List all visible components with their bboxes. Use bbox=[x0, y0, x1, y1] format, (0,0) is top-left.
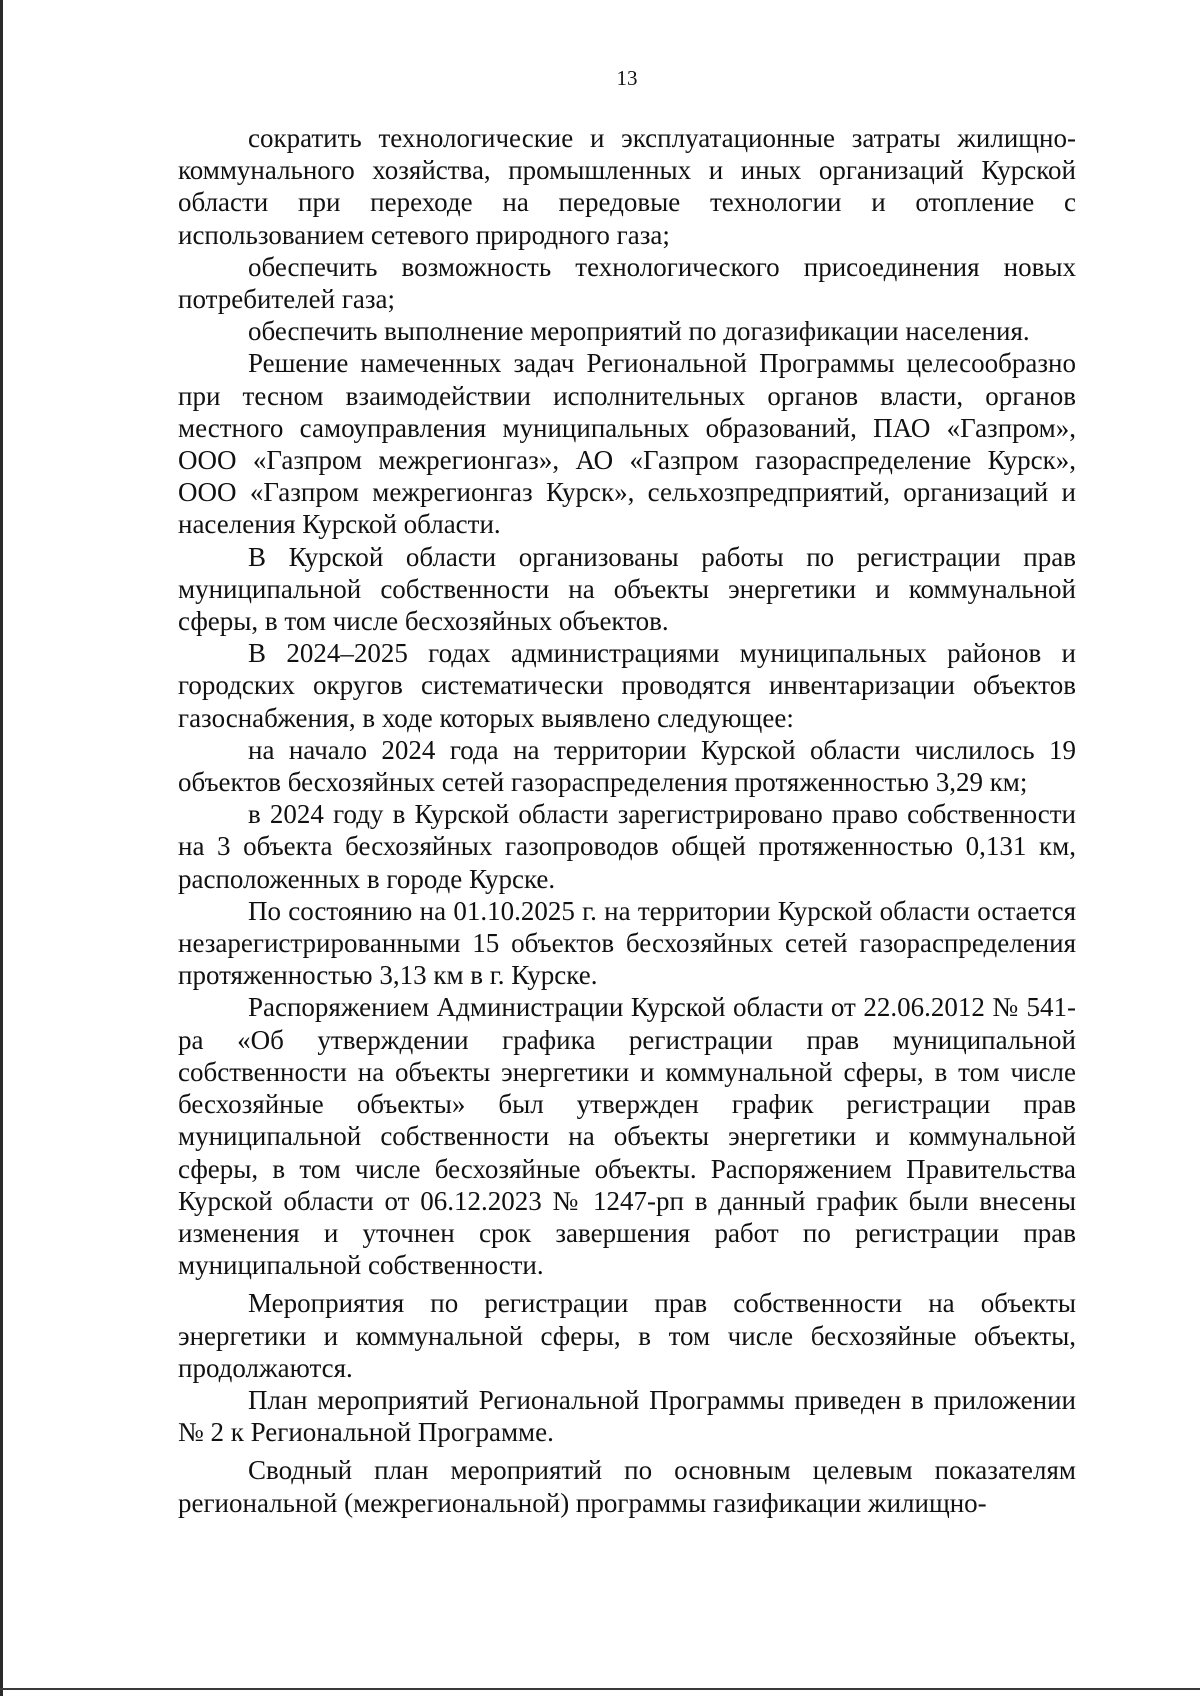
paragraph-10: Распоряжением Администрации Курской области от 22.06.2012 № 541-ра «Об утверждении графика регистрации прав муниципальной собственности на объекты энергетики и коммунальной сферы, в том числе бесхозяйные объекты» был утвержден график регистрации прав муниципальной собственности на объекты энергетики и коммунальной сферы, в том числе бесхозяйные объекты. Распоряжением Правительства Курской области от 06.12.2023 № 1247-рп в данный график были внесены изменения и уточнен срок завершения работ по регистрации прав муниципальной собственности. bbox=[178, 992, 1076, 1281]
paragraph-11: Мероприятия по регистрации прав собственности на объекты энергетики и коммунальной сферы, в том числе бесхозяйные объекты, продолжаются. bbox=[178, 1288, 1076, 1383]
paragraph-4: Решение намеченных задач Региональной Программы целесообразно при тесном взаимодействии исполнительных органов власти, органов местного самоуправления муниципальных образований, ПАО «Газпром», ООО «Газпром межрегионгаз», АО «Газпром газораспределение Курск», ООО «Газпром межрегионгаз Курск», сельхозпредприятий, организаций и населения Курской области. bbox=[178, 348, 1076, 540]
paragraph-13: Сводный план мероприятий по основным целевым показателям региональной (межрегиональной) программы газификации жилищно- bbox=[178, 1455, 1076, 1518]
page-number: 13 bbox=[616, 66, 638, 90]
document-body bbox=[178, 122, 1076, 1519]
paragraph-9: По состоянию на 01.10.2025 г. на территории Курской области остается незарегистрированными 15 объектов бесхозяйных сетей газораспределения протяженностью 3,13 км в г. Курске. bbox=[178, 895, 1076, 991]
paragraph-12: План мероприятий Региональной Программы приведен в приложении № 2 к Региональной Программе. bbox=[178, 1384, 1076, 1448]
paragraph-7: на начало 2024 года на территории Курской области числилось 19 объектов бесхозяйных сетей газораспределения протяженностью 3,29 км; bbox=[178, 734, 1076, 798]
scan-bottom-edge bbox=[0, 1688, 1200, 1690]
paragraph-5: В Курской области организованы работы по регистрации прав муниципальной собственности на объекты энергетики и коммунальной сферы, в том числе бесхозяйных объектов. bbox=[178, 541, 1076, 637]
paragraph-3: обеспечить выполнение мероприятий по догазификации населения. bbox=[248, 316, 1030, 347]
paragraph-1: сократить технологические и эксплуатационные затраты жилищно-коммунального хозяйства, промышленных и иных организаций Курской области при переходе на передовые технологии и отопление с использованием сетевого природного газа; bbox=[178, 123, 1076, 250]
scan-left-edge bbox=[0, 0, 3, 1696]
paragraph-2: обеспечить возможность технологического присоединения новых потребителей газа; bbox=[178, 251, 1076, 315]
paragraph-8: в 2024 году в Курской области зарегистрировано право собственности на 3 объекта бесхозяйных газопроводов общей протяженностью 0,131 км, расположенных в городе Курске. bbox=[178, 799, 1076, 894]
paragraph-6: В 2024–2025 годах администрациями муниципальных районов и городских округов систематически проводятся инвентаризации объектов газоснабжения, в ходе которых выявлено следующее: bbox=[178, 638, 1076, 733]
